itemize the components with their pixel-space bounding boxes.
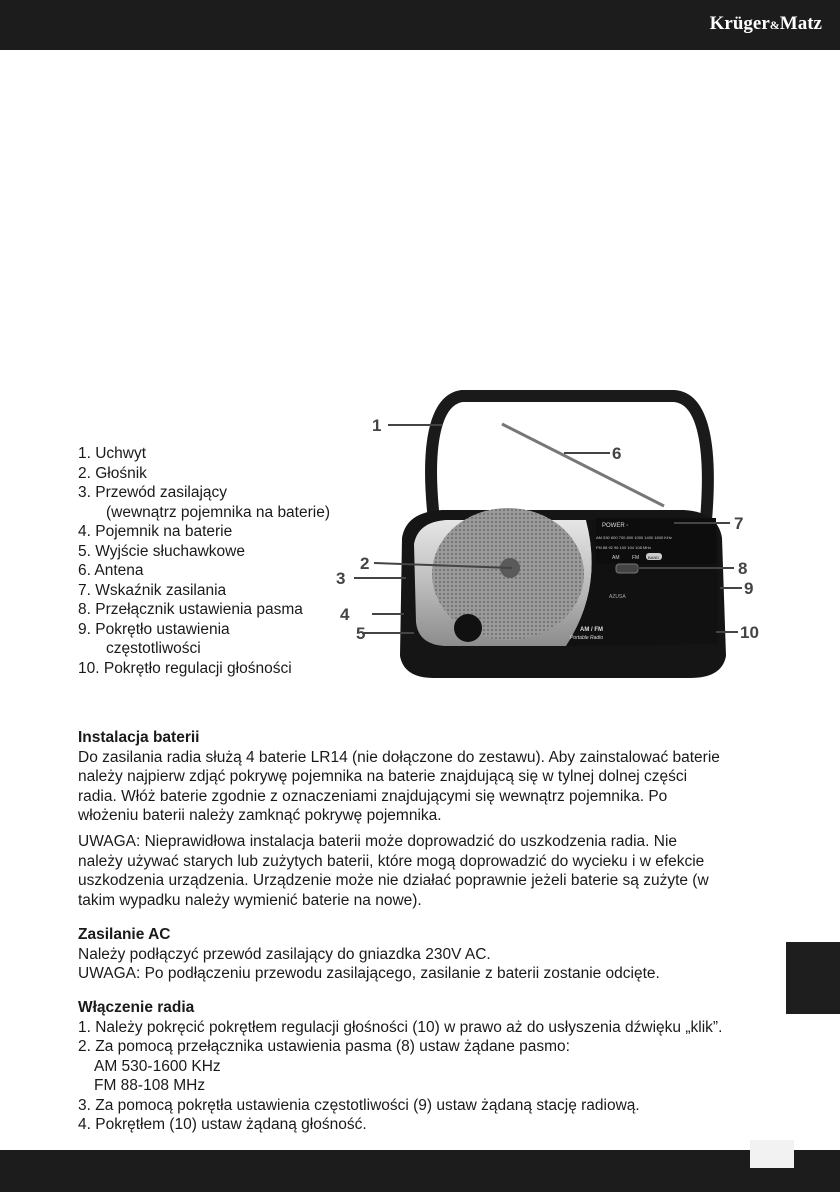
- callout-9: 9: [744, 579, 754, 598]
- legend-item: 9. Pokrętło ustawienia: [78, 620, 230, 638]
- power-on-line: AM 530-1600 KHz: [94, 1057, 221, 1075]
- antenna: [502, 424, 664, 506]
- legend-item: 1. Uchwyt: [78, 445, 147, 462]
- callout-10: 10: [740, 623, 759, 642]
- callout-4: 4: [340, 605, 350, 624]
- battery-section: [78, 728, 778, 826]
- power-on-title: Włączenie radia: [78, 999, 195, 1016]
- callout-3: 3: [336, 569, 346, 588]
- warning-line: uszkodzenia urządzenia. Urządzenie może nie działać poprawnie jeżeli baterie są zużyte (w: [78, 872, 709, 889]
- ac-line: Należy podłączyć przewód zasilający do gniazdka 230V AC.: [78, 945, 491, 963]
- fm-scale: FM 88 92 96 100 104 108 MHz: [596, 545, 652, 550]
- battery-line: Do zasilania radia służą 4 baterie LR14 (nie dołączone do zestawu). Aby zainstalować baterie: [78, 748, 720, 766]
- legend-item: 3. Przewód zasilający: [78, 484, 228, 501]
- power-on-line: 4. Pokrętłem (10) ustaw żądaną głośność.: [78, 1116, 367, 1133]
- am-scale: AM 530 600 700 800 1000 1400 1600 KHz: [596, 535, 672, 540]
- legend-item: 4. Pojemnik na baterie: [78, 523, 233, 540]
- callout-8: 8: [738, 559, 748, 578]
- warning-line: takim wypadku należy wymienić baterie na nowe).: [78, 891, 422, 909]
- power-indicator-label: POWER ◦: [602, 523, 629, 529]
- parts-legend: [78, 444, 330, 678]
- brand-part1: Krüger: [709, 13, 770, 34]
- band-button-label: BAND: [648, 555, 660, 560]
- ac-line: UWAGA: Po podłączeniu przewodu zasilającego, zasilanie z baterii zostanie odcięte.: [78, 965, 660, 982]
- maker-label: AZUSA: [609, 594, 626, 600]
- warning-line: UWAGA: Nieprawidłowa instalacja baterii może doprowadzić do uszkodzenia radia. Nie: [78, 833, 678, 850]
- callout-7: 7: [734, 514, 744, 533]
- footer-bar: [0, 1150, 840, 1192]
- radio-illustration: [334, 388, 774, 688]
- legend-item: 5. Wyjście słuchawkowe: [78, 542, 245, 560]
- ac-section: [78, 925, 778, 984]
- model-sub-label: Portable Radio: [570, 635, 604, 641]
- power-on-line: FM 88-108 MHz: [94, 1077, 206, 1094]
- legend-item: 8. Przełącznik ustawienia pasma: [78, 601, 303, 618]
- header-bar: [0, 0, 840, 50]
- legend-item: 2. Głośnik: [78, 464, 147, 482]
- legend-item: 6. Antena: [78, 562, 144, 579]
- page-number-box: [750, 1140, 794, 1168]
- band-am-label: AM: [612, 555, 620, 561]
- callout-2: 2: [360, 554, 370, 573]
- band-fm-label: FM: [632, 555, 640, 561]
- headphone-jack: [454, 614, 482, 642]
- legend-item: 7. Wskaźnik zasilania: [78, 581, 227, 599]
- legend-item: 10. Pokrętło regulacji głośności: [78, 659, 292, 677]
- warning-section: [78, 832, 778, 910]
- callout-6: 6: [612, 444, 622, 463]
- battery-line: należy najpierw zdjąć pokrywę pojemnika na baterie znajdującą się w tylnej dolnej części: [78, 768, 688, 785]
- language-tab: [786, 942, 840, 1014]
- callout-5: 5: [356, 624, 366, 643]
- legend-item: częstotliwości: [106, 640, 201, 657]
- ac-title: Zasilanie AC: [78, 926, 171, 943]
- battery-title: Instalacja baterii: [78, 729, 200, 746]
- power-on-line: 2. Za pomocą przełącznika ustawienia pasma (8) ustaw żądane pasmo:: [78, 1038, 570, 1055]
- legend-item: (wewnątrz pojemnika na baterie): [106, 503, 330, 521]
- power-on-line: 1. Należy pokręcić pokrętłem regulacji głośności (10) w prawo aż do usłyszenia dźwięku „klik”.: [78, 1018, 723, 1036]
- brand-logo: [710, 13, 822, 35]
- battery-line: włożeniu baterii należy zamknąć pokrywę pojemnika.: [78, 807, 442, 824]
- battery-line: radia. Włóż baterie zgodnie z oznaczeniami znajdującymi się wewnątrz pojemnika. Po: [78, 787, 668, 805]
- callout-1: 1: [372, 416, 382, 435]
- model-label: AM / FM: [580, 627, 603, 633]
- brand-part2: Matz: [779, 13, 822, 34]
- brand-amp: &: [769, 18, 780, 32]
- power-on-line: 3. Za pomocą pokrętła ustawienia częstotliwości (9) ustaw żądaną stację radiową.: [78, 1096, 640, 1114]
- warning-line: należy używać starych lub zużytych baterii, które mogą doprowadzić do wycieku i w efekcie: [78, 852, 705, 870]
- power-on-section: [78, 998, 778, 1135]
